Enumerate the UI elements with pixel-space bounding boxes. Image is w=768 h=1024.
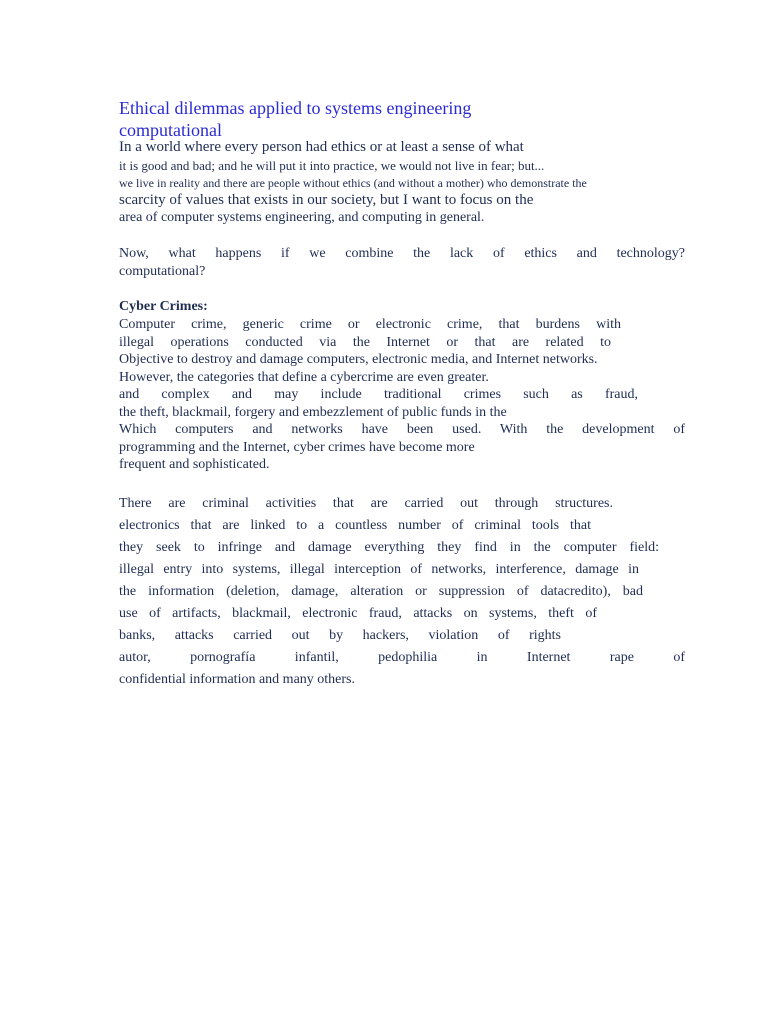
intro-line-2: it is good and bad; and he will put it into practice, we would not live in fear; but...	[119, 158, 545, 173]
cyber-line-7: Which computers and networks have been used. With the development of	[119, 422, 685, 437]
intro-line-3: we live in reality and there are people without ethics (and without a mother) who demonstrate the	[119, 176, 587, 190]
cyber-line-6: the theft, blackmail, forgery and embezzlement of public funds in the	[119, 405, 507, 420]
cyber-crimes-heading: Cyber Crimes:	[119, 299, 208, 314]
cyber-line-4: However, the categories that define a cybercrime are even greater.	[119, 370, 489, 385]
document-title	[119, 97, 619, 141]
activities-line-3: they seek to infringe and damage everything they find in the computer field:	[119, 540, 659, 555]
cyber-line-9: frequent and sophisticated.	[119, 457, 270, 472]
cyber-line-5: and complex and may include traditional crimes such as fraud,	[119, 387, 638, 402]
question-line-2: computational?	[119, 264, 206, 279]
title-line-2: computational	[119, 120, 222, 140]
intro-line-5: area of computer systems engineering, and computing in general.	[119, 210, 485, 225]
question-line-1: Now, what happens if we combine the lack of ethics and technology?	[119, 246, 685, 261]
activities-line-8: autor, pornografía infantil, pedophilia in Internet rape of	[119, 650, 685, 665]
activities-line-4: illegal entry into systems, illegal interception of networks, interference, damage in	[119, 562, 639, 577]
cyber-line-1: Computer crime, generic crime or electronic crime, that burdens with	[119, 317, 621, 332]
activities-line-5: the information (deletion, damage, alteration or suppression of datacredito), bad	[119, 584, 643, 599]
activities-line-7: banks, attacks carried out by hackers, violation of rights	[119, 628, 561, 643]
intro-line-4: scarcity of values that exists in our society, but I want to focus on the	[119, 192, 534, 208]
activities-line-6: use of artifacts, blackmail, electronic fraud, attacks on systems, theft of	[119, 606, 597, 621]
title-line-1: Ethical dilemmas applied to systems engineering	[119, 98, 472, 118]
cyber-line-2: illegal operations conducted via the Internet or that are related to	[119, 335, 611, 350]
intro-line-1: In a world where every person had ethics or at least a sense of what	[119, 139, 524, 155]
activities-line-2: electronics that are linked to a countless number of criminal tools that	[119, 518, 591, 533]
cyber-line-8: programming and the Internet, cyber crimes have become more	[119, 440, 475, 455]
activities-line-1: There are criminal activities that are carried out through structures.	[119, 496, 613, 511]
activities-line-9: confidential information and many others.	[119, 672, 355, 687]
cyber-line-3: Objective to destroy and damage computers, electronic media, and Internet networks.	[119, 352, 598, 367]
